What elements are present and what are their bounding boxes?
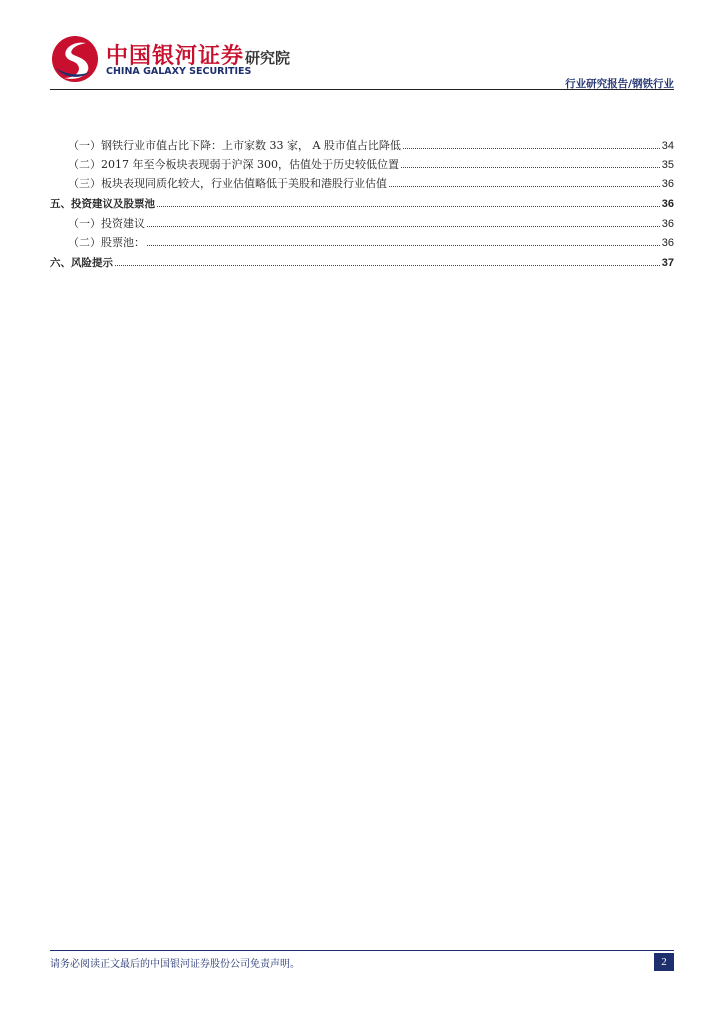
toc-leader-dots <box>403 148 660 149</box>
toc-entry-title: （一）钢铁行业市值占比下降：上市家数 33 家， A 股市值占比降低 <box>68 139 401 152</box>
toc-leader-dots <box>157 206 660 207</box>
report-type-label: 行业研究报告/钢铁行业 <box>565 78 674 90</box>
footer-divider <box>50 950 674 951</box>
toc-entry-page: 36 <box>661 237 674 249</box>
toc-entry-page: 37 <box>661 257 674 269</box>
toc-entry-title: （三）板块表现同质化较大，行业估值略低于美股和港股行业估值 <box>68 177 387 190</box>
toc-entry-title: （一）投资建议 <box>68 217 145 230</box>
toc-leader-dots <box>147 245 660 246</box>
disclaimer-note: 请务必阅读正文最后的中国银河证券股份公司免责声明。 <box>50 959 300 970</box>
toc-entry-page: 36 <box>661 218 674 230</box>
toc-entry-title: 六、风险提示 <box>50 257 113 269</box>
institute-label: 研究院 <box>245 49 291 67</box>
toc-entry[interactable] <box>50 156 674 175</box>
toc-entry-title: （二）2017 年至今板块表现弱于沪深 300，估值处于历史较低位置 <box>68 158 399 171</box>
header-divider <box>50 89 674 90</box>
toc-leader-dots <box>401 167 660 168</box>
toc-entry-page: 35 <box>661 159 674 171</box>
brand-name-en: CHINA GALAXY SECURITIES <box>106 66 252 77</box>
toc-entry-title: （二）股票池： <box>68 236 145 249</box>
toc-leader-dots <box>147 226 660 227</box>
toc-entry-page: 34 <box>661 140 674 152</box>
toc-leader-dots <box>115 265 660 266</box>
toc-entry[interactable] <box>50 215 674 234</box>
toc-entry[interactable] <box>50 175 674 194</box>
brand-name-cn: 中国银河证券 <box>106 44 245 69</box>
toc-entry-page: 36 <box>661 178 674 190</box>
toc-entry-title: 五、投资建议及股票池 <box>50 198 155 210</box>
table-of-contents <box>50 137 674 274</box>
toc-leader-dots <box>389 186 660 187</box>
page-number: 2 <box>654 953 674 971</box>
toc-entry-page: 36 <box>661 198 674 210</box>
toc-entry[interactable] <box>50 196 674 215</box>
galaxy-logo-icon <box>50 34 100 84</box>
toc-entry[interactable] <box>50 234 674 253</box>
toc-entry[interactable] <box>50 255 674 274</box>
toc-entry[interactable] <box>50 137 674 156</box>
page-header <box>50 34 674 92</box>
